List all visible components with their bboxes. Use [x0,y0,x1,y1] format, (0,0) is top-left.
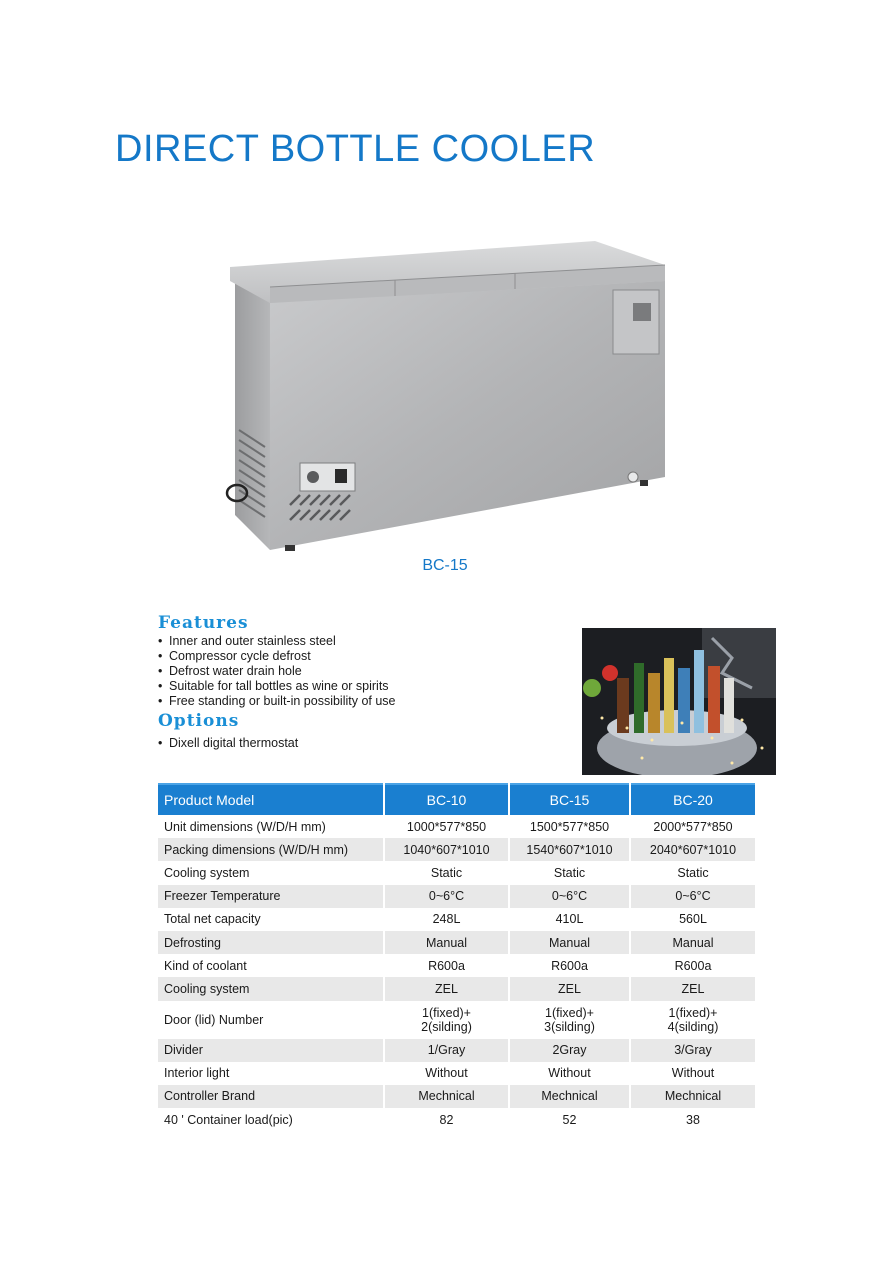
list-item: • Compressor cycle defrost [158,649,311,663]
row-label: Kind of coolant [158,954,384,977]
table-cell: Mechnical [630,1085,756,1108]
product-caption: BC-15 [422,557,468,574]
table-row [158,954,756,977]
column-header: BC-10 [384,784,509,815]
table-row [158,1085,756,1108]
table-cell: 3/Gray [630,1039,756,1062]
row-label: Cooling system [158,977,384,1000]
table-cell: 52 [509,1108,630,1131]
table-cell: 82 [384,1108,509,1131]
table-cell: Manual [509,931,630,954]
list-item: • Free standing or built-in possibility of use [158,694,396,708]
table-cell: 0~6°C [509,885,630,908]
table-cell: 410L [509,908,630,931]
table-row [158,838,756,861]
table-row [158,1039,756,1062]
table-cell: R600a [630,954,756,977]
table-row [158,1062,756,1085]
list-item: • Dixell digital thermostat [158,736,299,750]
table-row [158,931,756,954]
table-row [158,861,756,884]
table-cell: Static [509,861,630,884]
table-cell: ZEL [509,977,630,1000]
table-cell: Manual [384,931,509,954]
table-header-row [158,784,756,815]
spec-table [158,783,757,1131]
row-label: Divider [158,1039,384,1062]
row-label: Packing dimensions (W/D/H mm) [158,838,384,861]
table-cell: Static [384,861,509,884]
table-cell: 248L [384,908,509,931]
table-cell: 2040*607*1010 [630,838,756,861]
options-heading: Options [158,711,240,731]
row-label: Door (lid) Number [158,1001,384,1039]
table-cell: 1(fixed)+ 3(silding) [509,1001,630,1039]
features-list [158,634,396,709]
table-row [158,815,756,838]
features-heading: Features [158,613,249,633]
column-header: Product Model [158,784,384,815]
table-row [158,977,756,1000]
table-cell: 1500*577*850 [509,815,630,838]
row-label: Controller Brand [158,1085,384,1108]
table-cell: 560L [630,908,756,931]
options-list [158,736,298,751]
table-cell: R600a [509,954,630,977]
table-cell: Without [630,1062,756,1085]
table-cell: 2Gray [509,1039,630,1062]
list-item: • Inner and outer stainless steel [158,634,336,648]
row-label: Unit dimensions (W/D/H mm) [158,815,384,838]
table-cell: ZEL [384,977,509,1000]
column-header: BC-15 [509,784,630,815]
page-title: DIRECT BOTTLE COOLER [115,128,596,170]
table-cell: 0~6°C [384,885,509,908]
table-cell: 2000*577*850 [630,815,756,838]
column-header: BC-20 [630,784,756,815]
table-cell: Manual [630,931,756,954]
table-cell: 1/Gray [384,1039,509,1062]
table-row [158,908,756,931]
row-label: 40 ' Container load(pic) [158,1108,384,1131]
table-cell: Without [384,1062,509,1085]
table-cell: 1000*577*850 [384,815,509,838]
table-cell: 1540*607*1010 [509,838,630,861]
table-cell: 0~6°C [630,885,756,908]
bottle-cooler-image [215,215,680,555]
table-cell: Static [630,861,756,884]
table-row [158,1001,756,1039]
table-cell: 1(fixed)+ 4(silding) [630,1001,756,1039]
table-row [158,885,756,908]
table-cell: Mechnical [384,1085,509,1108]
table-cell: Mechnical [509,1085,630,1108]
table-cell: 38 [630,1108,756,1131]
table-cell: 1(fixed)+ 2(silding) [384,1001,509,1039]
list-item: • Suitable for tall bottles as wine or spirits [158,679,389,693]
list-item: • Defrost water drain hole [158,664,302,678]
table-cell: R600a [384,954,509,977]
table-cell: 1040*607*1010 [384,838,509,861]
row-label: Freezer Temperature [158,885,384,908]
table-cell: ZEL [630,977,756,1000]
row-label: Interior light [158,1062,384,1085]
table-row [158,1108,756,1131]
bottles-in-bucket-photo [582,628,776,775]
row-label: Total net capacity [158,908,384,931]
table-cell: Without [509,1062,630,1085]
row-label: Defrosting [158,931,384,954]
row-label: Cooling system [158,861,384,884]
